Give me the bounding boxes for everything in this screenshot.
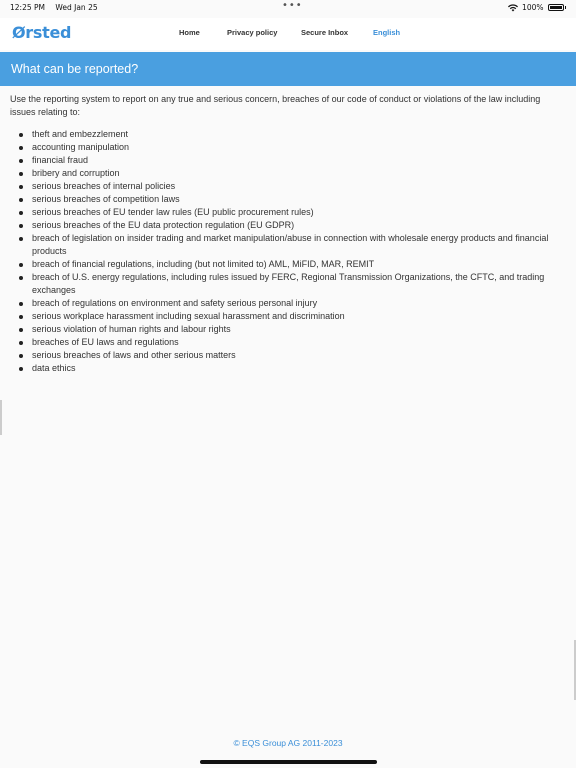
nav-privacy-policy-link[interactable]: Privacy policy <box>227 28 278 37</box>
main-content <box>10 93 558 375</box>
list-item: breaches of EU laws and regulations <box>10 336 558 349</box>
list-item: breach of financial regulations, including (but not limited to) AML, MiFID, MAR, REMIT <box>10 258 558 271</box>
status-bar <box>0 0 576 14</box>
reportable-issues-list <box>10 128 558 375</box>
nav-language-english-link[interactable]: English <box>373 28 401 37</box>
list-item: breach of regulations on environment and safety serious personal injury <box>10 297 558 310</box>
list-item: breach of U.S. energy regulations, including rules issued by FERC, Regional Transmission Organizations, the CFTC, and trading exchanges <box>10 271 558 297</box>
list-item: serious violation of human rights and labour rights <box>10 323 558 336</box>
list-item: financial fraud <box>10 154 558 167</box>
list-item: serious breaches of competition laws <box>10 193 558 206</box>
nav-home-link[interactable]: Home <box>179 28 200 37</box>
list-item: bribery and corruption <box>10 167 558 180</box>
list-item: serious breaches of laws and other serious matters <box>10 349 558 362</box>
wifi-icon <box>508 4 518 12</box>
nav-secure-inbox-link[interactable]: Secure Inbox <box>301 28 349 37</box>
footer-copyright[interactable]: © EQS Group AG 2011-2023 <box>233 738 343 748</box>
left-edge-handle <box>0 400 2 435</box>
list-item: accounting manipulation <box>10 141 558 154</box>
status-date: Wed Jan 25 <box>55 3 98 12</box>
list-item: serious breaches of EU tender law rules (EU public procurement rules) <box>10 206 558 219</box>
page-title: What can be reported? <box>11 62 139 76</box>
battery-percent: 100% <box>522 3 544 12</box>
multitasking-dots[interactable]: ••• <box>282 0 303 11</box>
battery-icon <box>548 4 564 11</box>
list-item: serious breaches of internal policies <box>10 180 558 193</box>
status-time: 12:25 PM <box>10 3 45 12</box>
list-item: serious workplace harassment including sexual harassment and discrimination <box>10 310 558 323</box>
home-indicator[interactable] <box>200 760 377 764</box>
intro-text: Use the reporting system to report on any true and serious concern, breaches of our code of conduct or violations of the law including issues relating to: <box>10 94 541 117</box>
page-header-band <box>0 52 576 86</box>
list-item: theft and embezzlement <box>10 128 558 141</box>
orsted-logo[interactable]: Ørsted <box>12 23 72 42</box>
top-navbar <box>0 18 576 50</box>
list-item: serious breaches of the EU data protection regulation (EU GDPR) <box>10 219 558 232</box>
list-item: data ethics <box>10 362 558 375</box>
list-item: breach of legislation on insider trading and market manipulation/abuse in connection with wholesale energy products and financial products <box>10 232 558 258</box>
